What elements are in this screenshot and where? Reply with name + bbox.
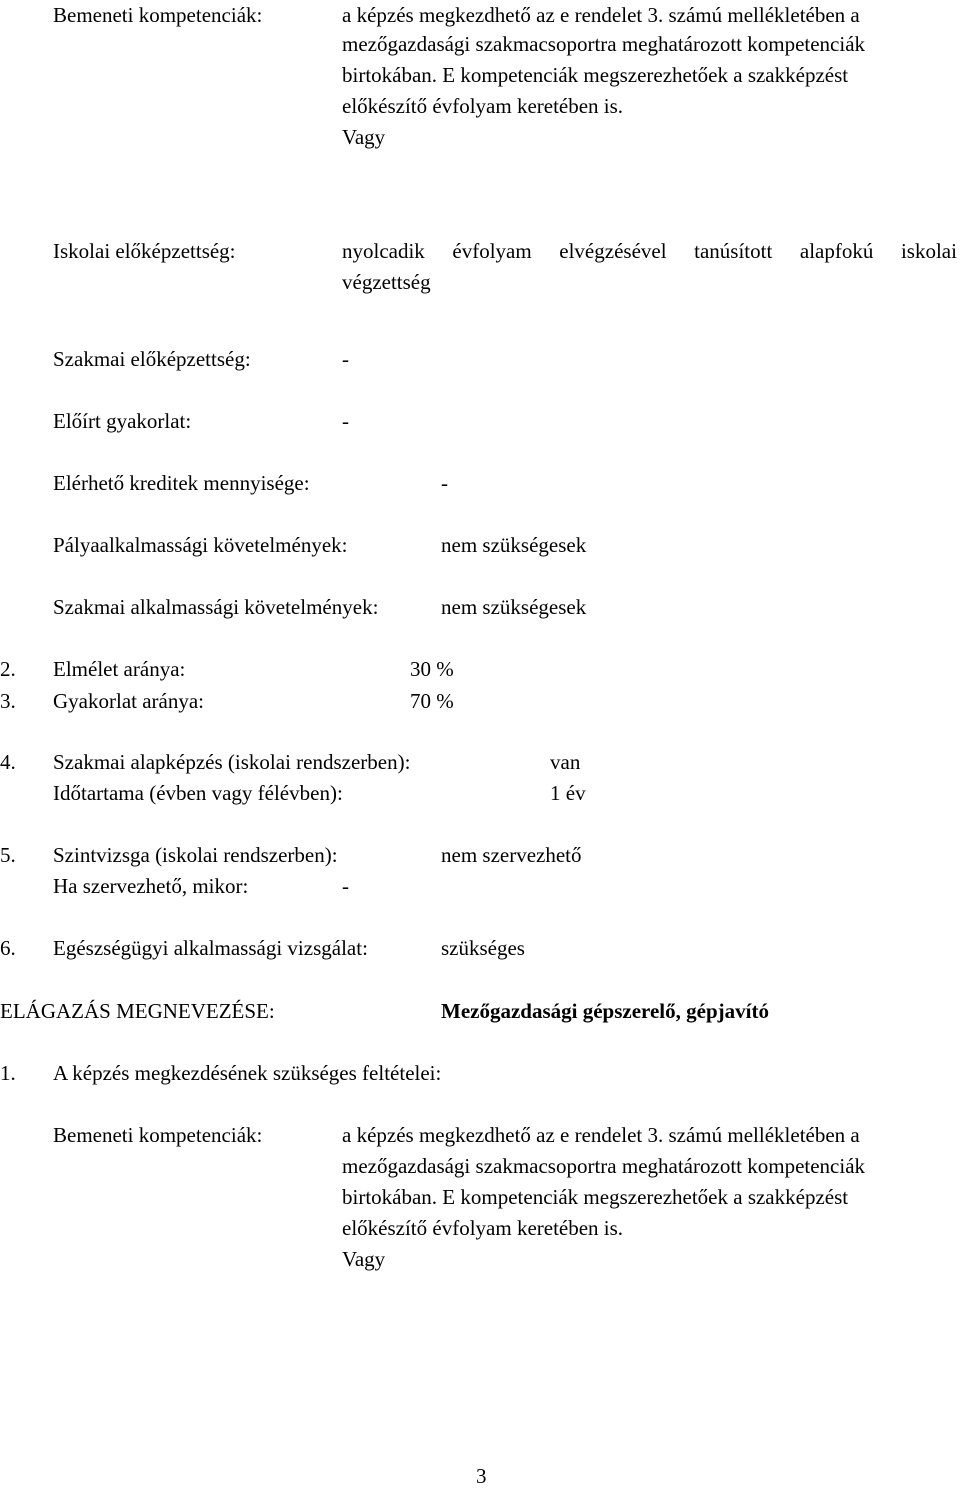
page-number: 3 bbox=[476, 1464, 487, 1488]
credits-label: Elérhető kreditek mennyisége: bbox=[53, 471, 310, 495]
school-prereq-word: alapfokú bbox=[799, 239, 874, 263]
career-req-value: nem szükségesek bbox=[441, 533, 587, 557]
branch-label: ELÁGAZÁS MEGNEVEZÉSE: bbox=[0, 999, 275, 1023]
entry-competencies-2-line-3: birtokában. E kompetenciák megszerezhetőek a szakképzést bbox=[342, 1185, 849, 1209]
entry-competencies-2-or: Vagy bbox=[342, 1247, 386, 1271]
section-number: 1. bbox=[0, 1061, 16, 1085]
professional-prereq-value: - bbox=[342, 347, 349, 371]
entry-competencies-or: Vagy bbox=[342, 125, 386, 149]
entry-competencies-label-2: Bemeneti kompetenciák: bbox=[53, 1123, 263, 1147]
level-exam-label: Szintvizsga (iskolai rendszerben): bbox=[53, 843, 338, 867]
credits-value: - bbox=[441, 471, 448, 495]
health-exam-label: Egészségügyi alkalmassági vizsgálat: bbox=[53, 936, 368, 960]
required-practice-label: Előírt gyakorlat: bbox=[53, 409, 192, 433]
health-exam-value: szükséges bbox=[441, 936, 525, 960]
duration-label: Időtartama (évben vagy félévben): bbox=[53, 781, 343, 805]
school-prereq-label: Iskolai előképzettség: bbox=[53, 239, 236, 263]
school-prereq-word: iskolai bbox=[900, 239, 957, 263]
level-exam-when-value: - bbox=[342, 874, 349, 898]
basic-training-number: 4. bbox=[0, 750, 16, 774]
professional-prereq-label: Szakmai előképzettség: bbox=[53, 347, 251, 371]
entry-competencies-line-2: mezőgazdasági szakmacsoportra meghatározott kompetenciák bbox=[342, 32, 866, 56]
practice-label: Gyakorlat aránya: bbox=[53, 689, 205, 713]
entry-competencies-2-line-4: előkészítő évfolyam keretében is. bbox=[342, 1216, 624, 1240]
duration-value: 1 év bbox=[550, 781, 586, 805]
entry-competencies-2-line-2: mezőgazdasági szakmacsoportra meghatározott kompetenciák bbox=[342, 1154, 866, 1178]
school-prereq-word: elvégzésével bbox=[559, 239, 667, 263]
theory-label: Elmélet aránya: bbox=[53, 657, 186, 681]
entry-competencies-label: Bemeneti kompetenciák: bbox=[53, 3, 263, 27]
branch-value: Mezőgazdasági gépszerelő, gépjavító bbox=[441, 999, 769, 1023]
school-prereq-word: évfolyam bbox=[452, 239, 532, 263]
professional-req-label: Szakmai alkalmassági követelmények: bbox=[53, 595, 379, 619]
health-exam-number: 6. bbox=[0, 936, 16, 960]
school-prereq-word: nyolcadik bbox=[342, 239, 425, 263]
basic-training-value: van bbox=[550, 750, 581, 774]
practice-number: 3. bbox=[0, 689, 16, 713]
career-req-label: Pályaalkalmassági követelmények: bbox=[53, 533, 348, 557]
school-prereq-word: tanúsított bbox=[694, 239, 773, 263]
theory-number: 2. bbox=[0, 657, 16, 681]
required-practice-value: - bbox=[342, 409, 349, 433]
section-title: A képzés megkezdésének szükséges feltételei: bbox=[53, 1061, 442, 1085]
theory-value: 30 % bbox=[410, 657, 454, 681]
professional-req-value: nem szükségesek bbox=[441, 595, 587, 619]
entry-competencies-line-1: a képzés megkezdhető az e rendelet 3. számú mellékletében a bbox=[342, 3, 860, 27]
entry-competencies-2-line-1: a képzés megkezdhető az e rendelet 3. számú mellékletében a bbox=[342, 1123, 860, 1147]
school-prereq-line-1 bbox=[342, 236, 957, 267]
entry-competencies-line-4: előkészítő évfolyam keretében is. bbox=[342, 94, 624, 118]
basic-training-label: Szakmai alapképzés (iskolai rendszerben): bbox=[53, 750, 411, 774]
level-exam-value: nem szervezhető bbox=[441, 843, 582, 867]
level-exam-when-label: Ha szervezhető, mikor: bbox=[53, 874, 249, 898]
level-exam-number: 5. bbox=[0, 843, 16, 867]
entry-competencies-line-3: birtokában. E kompetenciák megszerezhetőek a szakképzést bbox=[342, 63, 849, 87]
school-prereq-line-2: végzettség bbox=[342, 270, 431, 294]
practice-value: 70 % bbox=[410, 689, 454, 713]
